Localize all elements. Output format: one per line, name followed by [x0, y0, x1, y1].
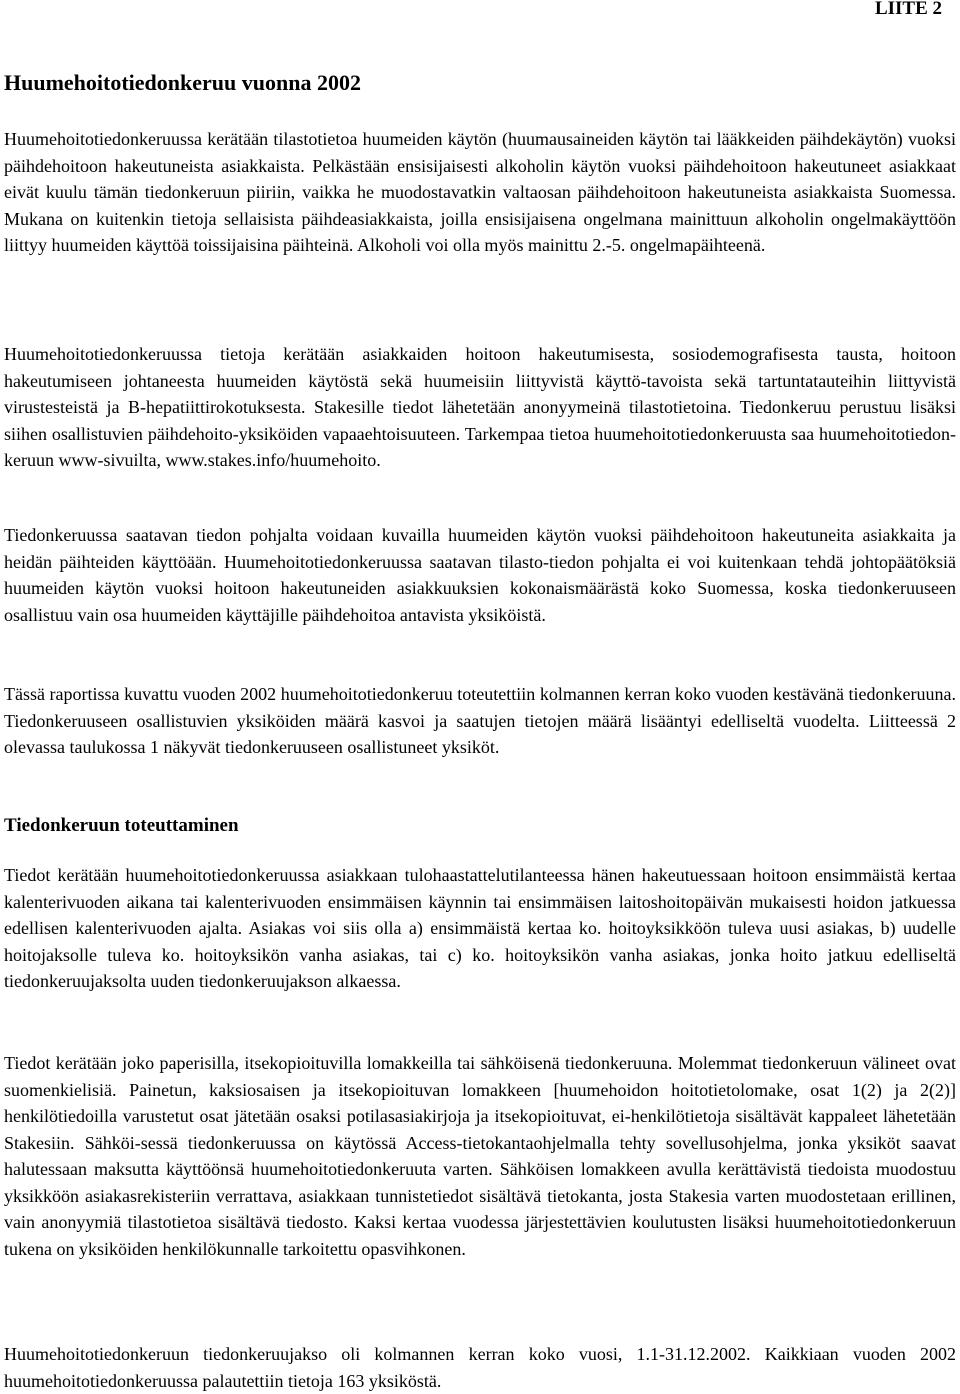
paragraph-limitations: Tiedonkeruussa saatavan tiedon pohjalta voidaan kuvailla huumeiden käytön vuoksi päihdehoitoon hakeutuneita asiakkaita ja heidän päihteiden käyttöään. Huumehoitotiedonkeruussa saatavan tilasto-tiedon pohjalta ei voi kuitenkaan tehdä johtopäätöksiä huumeiden käytön vuoksi hoitoon hakeutuneiden asiakkuuksien kokonaismäärästä koko Suomessa, koska tiedonkeruuseen osallistuu vain osa huumeiden käyttäjille päihdehoitoa antavista yksiköistä.: [4, 525, 956, 625]
section-heading: Tiedonkeruun toteuttaminen: [4, 815, 239, 836]
paragraph-intro: Huumehoitotiedonkeruussa kerätään tilastotietoa huumeiden käytön (huumausaineiden käytön tai lääkkeiden päihdekäytön) vuoksi päihdehoitoon hakeutuneista asiakkaista. Pelkästään ensisijaisesti alkoholin käytön vuoksi päihdehoitoon hakeutuneet asiakkaat eivät kuulu tämän tiedonkeruun piiriin, vaikka he muodostavatkin valtaosan päihdehoitoon hakeutuneista asiakkaista Suomessa. Mukana on kuitenkin tietoja sellaisista päihdeasiakkaista, joilla ensisijaisena ongelmana mainittuun alkoholin ongelmakäyttöön liittyy huumeiden käyttöä toissijaisina päihteinä. Alkoholi voi olla myös mainittu 2.-5. ongelmapäihteenä.: [4, 129, 956, 255]
paragraph-collection-methods: Tiedot kerätään joko paperisilla, itsekopioituvilla lomakkeilla tai sähköisenä tiedonkeruuna. Molemmat tiedonkeruun välineet ovat suomenkielisiä. Painetun, kaksiosaisen ja itsekopioituvan lomakkeen [huumehoidon hoitotietolomake, osat 1(2) ja 2(2)] henkilötiedoilla varustetut osat jätetään osaksi potilasasiakirjoja ja itsekopioituvat, ei-henkilötietoja sisältävät kappaleet lähetetään Stakesiin. Sähköi-sessä tiedonkeruussa on käytössä Access-tietokantaohjelmalla tehty sovellusohjelma, jonka yksiköt saavat halutessaan maksutta käyttöönsä huumehoitotiedonkeruuta varten. Sähköisen lomakkeen avulla kerättävistä tiedoista muodostuu yksikköön asiakasrekisteriin verrattava, asiakkaan tunnistetiedot sisältävä tietokanta, josta Stakesia varten muodostetaan erillinen, vain anonyymiä tilastotietoa sisältävä tiedosto. Kaksi kertaa vuodessa järjestettävien koulutusten lisäksi huumehoitotiedonkeruun tukena on yksiköiden henkilökunnalle tarkoitettu opasvihkonen.: [4, 1053, 956, 1259]
paragraph-data-collected: Huumehoitotiedonkeruussa tietoja kerätään asiakkaiden hoitoon hakeutumisesta, sosiodemografisesta tausta, hoitoon hakeutumiseen johtaneesta huumeiden käytöstä sekä huumeisiin liittyvistä käyttö-tavoista sekä tartuntatauteihin liittyvistä virustesteistä ja B-hepatiittirokotuksesta. Stakesille tiedot lähetetään anonyymeinä tilastotietoina. Tiedonkeruu perustuu lisäksi siihen osallistuvien päihdehoito-yksiköiden vapaaehtoisuuteen. Tarkempaa tietoa huumehoitotiedonkeruusta saa huumehoitotiedon-keruun www-sivuilta, www.stakes.info/huumehoito.: [4, 344, 956, 470]
paragraph-collection-period: Huumehoitotiedonkeruun tiedonkeruujakso oli kolmannen kerran koko vuosi, 1.1-31.12.2002. Kaikkiaan vuoden 2002 huumehoitotiedonkeruussa palautettiin tietoja 163 yksiköstä.: [4, 1344, 956, 1391]
paragraph-report-year: Tässä raportissa kuvattu vuoden 2002 huumehoitotiedonkeruu toteutettiin kolmannen kerran koko vuoden kestävänä tiedonkeruuna. Tiedonkeruuseen osallistuvien yksiköiden määrä kasvoi ja saatujen tietojen määrä lisääntyi edelliseltä vuodelta. Liitteessä 2 olevassa taulukossa 1 näkyvät tiedonkeruuseen osallistuneet yksiköt.: [4, 684, 956, 757]
document-title: Huumehoitotiedonkeruu vuonna 2002: [4, 70, 361, 95]
appendix-label: LIITE 2: [874, 0, 942, 19]
paragraph-collection-time: Tiedot kerätään huumehoitotiedonkeruussa asiakkaan tulohaastattelutilanteessa hänen hakeutuessaan hoitoon ensimmäistä kertaa kalenterivuoden aikana tai kalenterivuoden ensimmäisen käynnin tai ensimmäisen laitoshoitopäivän mukaisesti hoidon jatkuessa edellisen kalenterivuoden ajalta. Asiakas voi siis olla a) ensimmäistä kertaa ko. hoitoyksikköön tuleva uusi asiakas, b) uudelle hoitojaksolle tuleva ko. hoitoyksikön vanha asiakas, tai c) ko. hoitoyksikön vanha asiakas, jonka hoito jatkuu edelliseltä tiedonkeruujaksolta uuden tiedonkeruujakson alkaessa.: [4, 865, 956, 991]
